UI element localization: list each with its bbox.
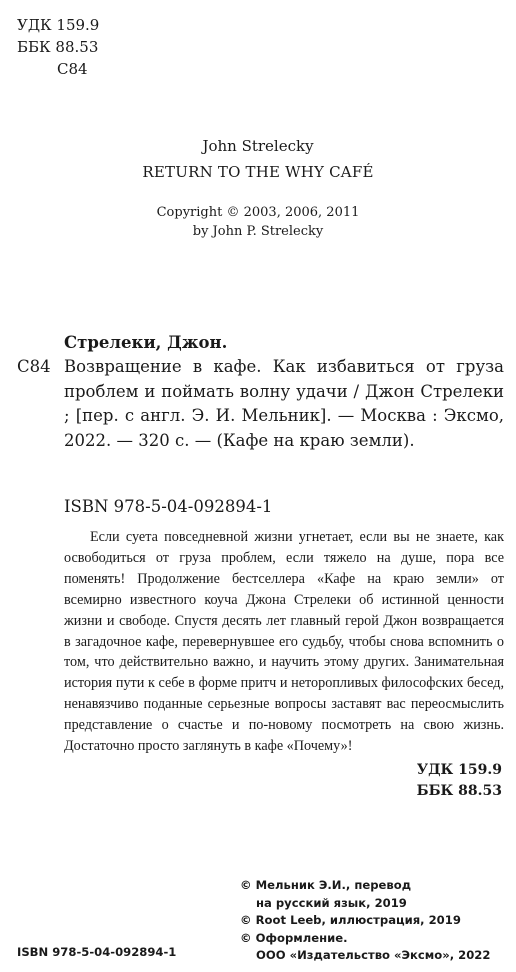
isbn-footer: ISBN 978-5-04-092894-1 bbox=[17, 945, 177, 959]
bbk-code: ББК 88.53 bbox=[17, 38, 99, 56]
original-author: John Strelecky bbox=[202, 137, 314, 155]
rights-publisher: ООО «Издательство «Эксмо», 2022 bbox=[256, 948, 491, 962]
rights-translation: © Мельник Э.И., перевод bbox=[240, 878, 412, 892]
annotation-udk: УДК 159.9 bbox=[416, 762, 502, 778]
copyright-holder: by John P. Strelecky bbox=[192, 224, 324, 239]
author-mark: С84 bbox=[57, 60, 88, 78]
copyright-block bbox=[0, 203, 516, 241]
bibliographic-description bbox=[64, 355, 504, 453]
rights-block bbox=[240, 877, 490, 965]
annotation-bbk: ББК 88.53 bbox=[416, 783, 502, 799]
original-title: RETURN TO THE WHY CAFÉ bbox=[142, 163, 374, 181]
bibliographic-author-mark: С84 bbox=[17, 357, 51, 376]
annotation-codes bbox=[417, 760, 502, 802]
udk-code: УДК 159.9 bbox=[17, 16, 100, 34]
classification-codes bbox=[17, 14, 99, 80]
isbn-main: ISBN 978-5-04-092894-1 bbox=[64, 497, 273, 516]
annotation bbox=[64, 527, 504, 757]
bibliographic-description-text: Возвращение в кафе. Как избавиться от груза проблем и поймать волну удачи / Джон Стрелеки ; [пер. с англ. Э. И. Мельник]. — Москва : Эксмо, 2022. — 320 с. — (Кафе на краю земли). bbox=[64, 357, 504, 450]
copyright-line: Copyright © 2003, 2006, 2011 bbox=[156, 205, 360, 220]
annotation-text: Если суета повседневной жизни угнетает, если вы не знаете, как освободиться от груза проблем, если тяжело на душе, пора все поменять! Продолжение бестселлера «Кафе на краю земли» от всемирно известного коуча Джона Стрелеки об истинной ценности жизни и свободе. Спустя десять лет главный герой Джон возвращается в загадочное кафе, перевернувшее его судьбу, чтобы снова вспомнить о том, что действительно важно, и научить этому других. Занимательная история пути к себе в форме притч и неторопливых философских бесед, ненавязчиво поданные серьезные вопросы заставят вас переосмыслить представление о счастье и по-новому посмотреть на свою жизнь. Достаточно просто заглянуть в кафе «Почему»! bbox=[64, 529, 504, 755]
rights-translation-language: на русский язык, 2019 bbox=[256, 895, 407, 910]
bibliographic-author-heading: Стрелеки, Джон. bbox=[64, 333, 228, 352]
rights-design: © Оформление. bbox=[240, 930, 348, 945]
rights-illustration: © Root Leeb, иллюстрация, 2019 bbox=[240, 913, 461, 927]
